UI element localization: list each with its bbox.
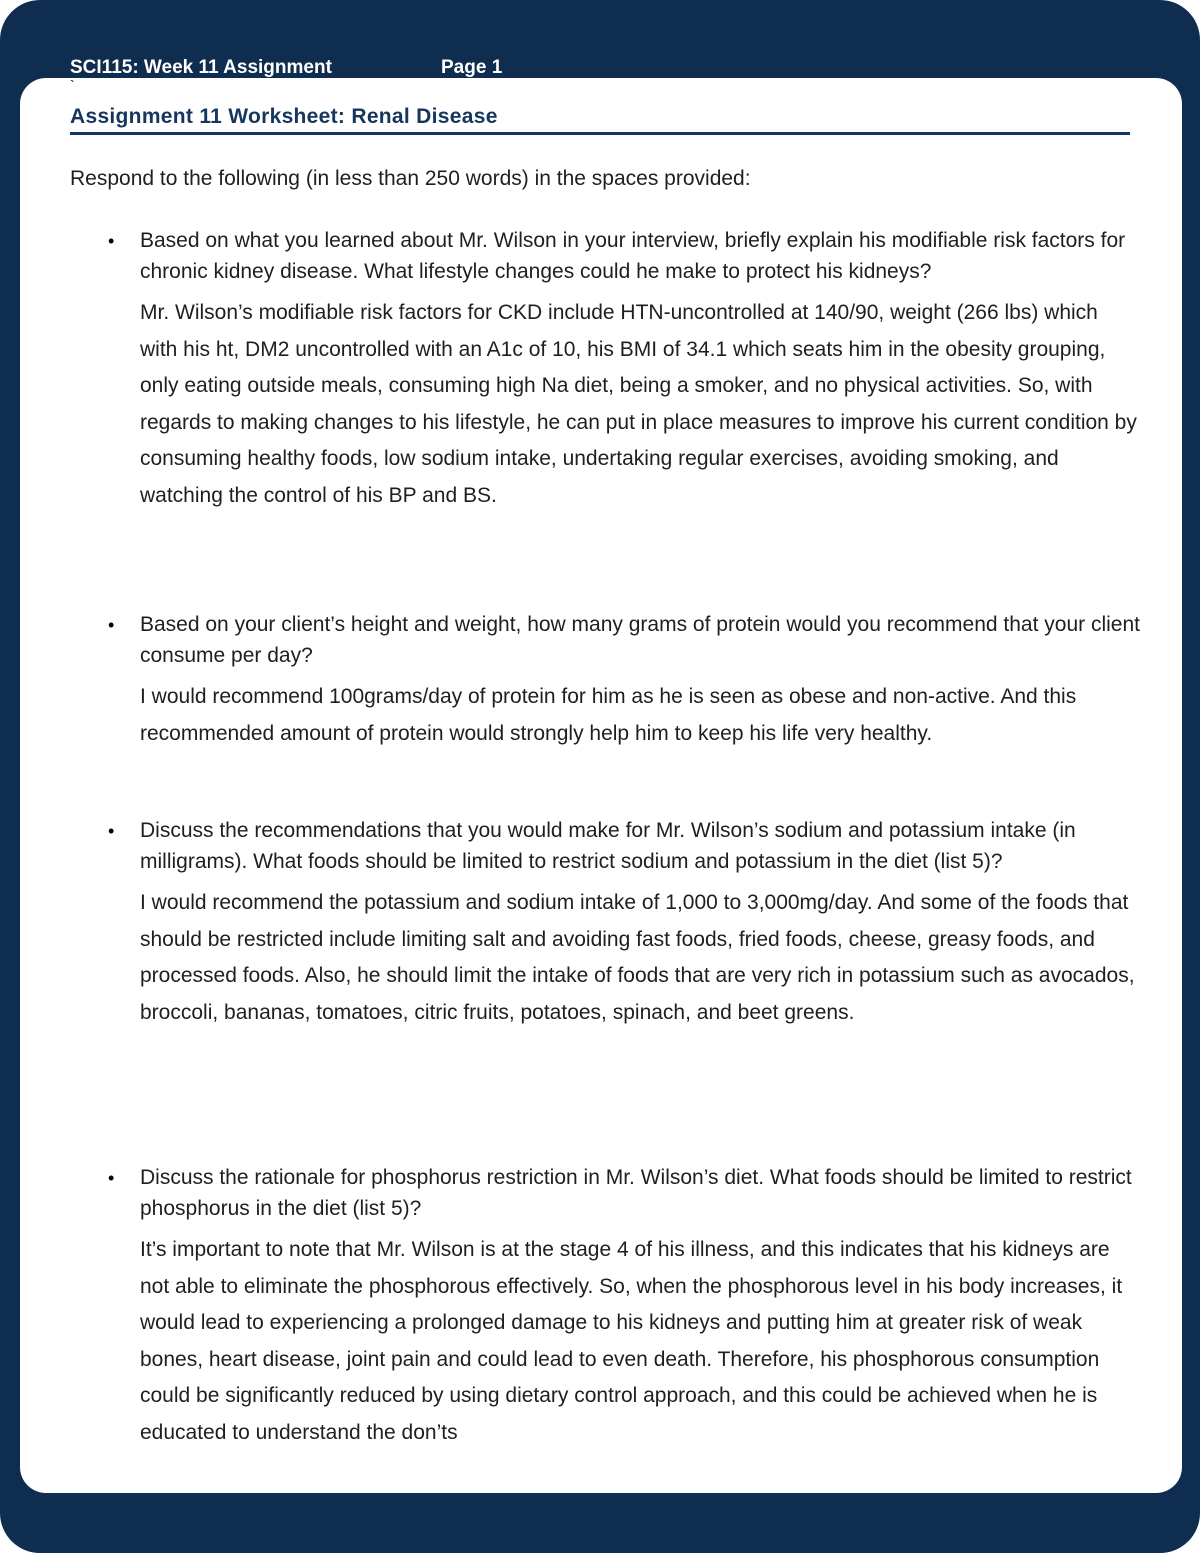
question-text: Based on what you learned about Mr. Wilson in your interview, briefly explain his modifiable risk factors for chronic kidney disease. What lifestyle changes could he make to protect his kidneys?	[140, 229, 1126, 283]
answer-text: Mr. Wilson’s modifiable risk factors for CKD include HTN-uncontrolled at 140/90, weight (266 lbs) which with his ht, DM2 uncontrolled with an A1c of 10, his BMI of 34.1 which seats him in the obesity grouping, only eating outside meals, consuming high Na diet, being a smoker, and no physical activities. So, with regards to making changes to his lifestyle, he can put in place measures to improve his current condition by consuming healthy foods, low sodium intake, undertaking regular exercises, avoiding smoking, and watching the control of his BP and BS.	[140, 301, 1137, 507]
answer-text: I would recommend the potassium and sodium intake of 1,000 to 3,000mg/day. And some of the foods that should be restricted include limiting salt and avoiding fast foods, fried foods, cheese, greasy foods, and processed foods. Also, he should limit the intake of foods that are very rich in potassium such as avocados, broccoli, bananas, tomatoes, citric fruits, potatoes, spinach, and beet greens.	[140, 891, 1135, 1024]
list-item	[70, 225, 1140, 514]
bullet-icon: •	[108, 821, 115, 841]
question-text: Discuss the recommendations that you would make for Mr. Wilson’s sodium and potassium intake (in milligrams). What foods should be limited to restrict sodium and potassium in the diet (list 5)?	[140, 819, 1076, 873]
list-item	[70, 1162, 1140, 1451]
answer-text: It’s important to note that Mr. Wilson is at the stage 4 of his illness, and this indicates that his kidneys are not able to eliminate the phosphorous effectively. So, when the phosphorous level in his body increases, it would lead to experiencing a prolonged damage to his kidneys and putting him at greater risk of weak bones, heart disease, joint pain and could lead to even death. Therefore, his phosphorous consumption could be significantly reduced by using dietary control approach, and this could be achieved when he is educated to understand the don’ts	[140, 1238, 1123, 1444]
stray-mark: `	[70, 78, 75, 93]
list-item	[70, 815, 1140, 1031]
bullet-icon: •	[108, 1168, 115, 1188]
instruction-text: Respond to the following (in less than 250 words) in the spaces provided:	[70, 167, 751, 190]
question-text: Based on your client’s height and weight, how many grams of protein would you recommend that your client consume per day?	[140, 613, 1140, 667]
bullet-icon: •	[108, 231, 115, 251]
answer-text: I would recommend 100grams/day of protein for him as he is seen as obese and non-active. And this recommended amount of protein would strongly help him to keep his life very healthy.	[140, 685, 1077, 745]
page-number: Page 1	[441, 57, 503, 78]
list-item	[70, 609, 1140, 752]
document-page	[20, 78, 1182, 1493]
question-text: Discuss the rationale for phosphorus restriction in Mr. Wilson’s diet. What foods should be limited to restrict phosphorus in the diet (list 5)?	[140, 1166, 1132, 1220]
course-label: SCI115: Week 11 Assignment	[70, 57, 332, 78]
bullet-icon: •	[108, 615, 115, 635]
document-title: Assignment 11 Worksheet: Renal Disease	[70, 104, 1130, 135]
running-header	[70, 57, 503, 79]
